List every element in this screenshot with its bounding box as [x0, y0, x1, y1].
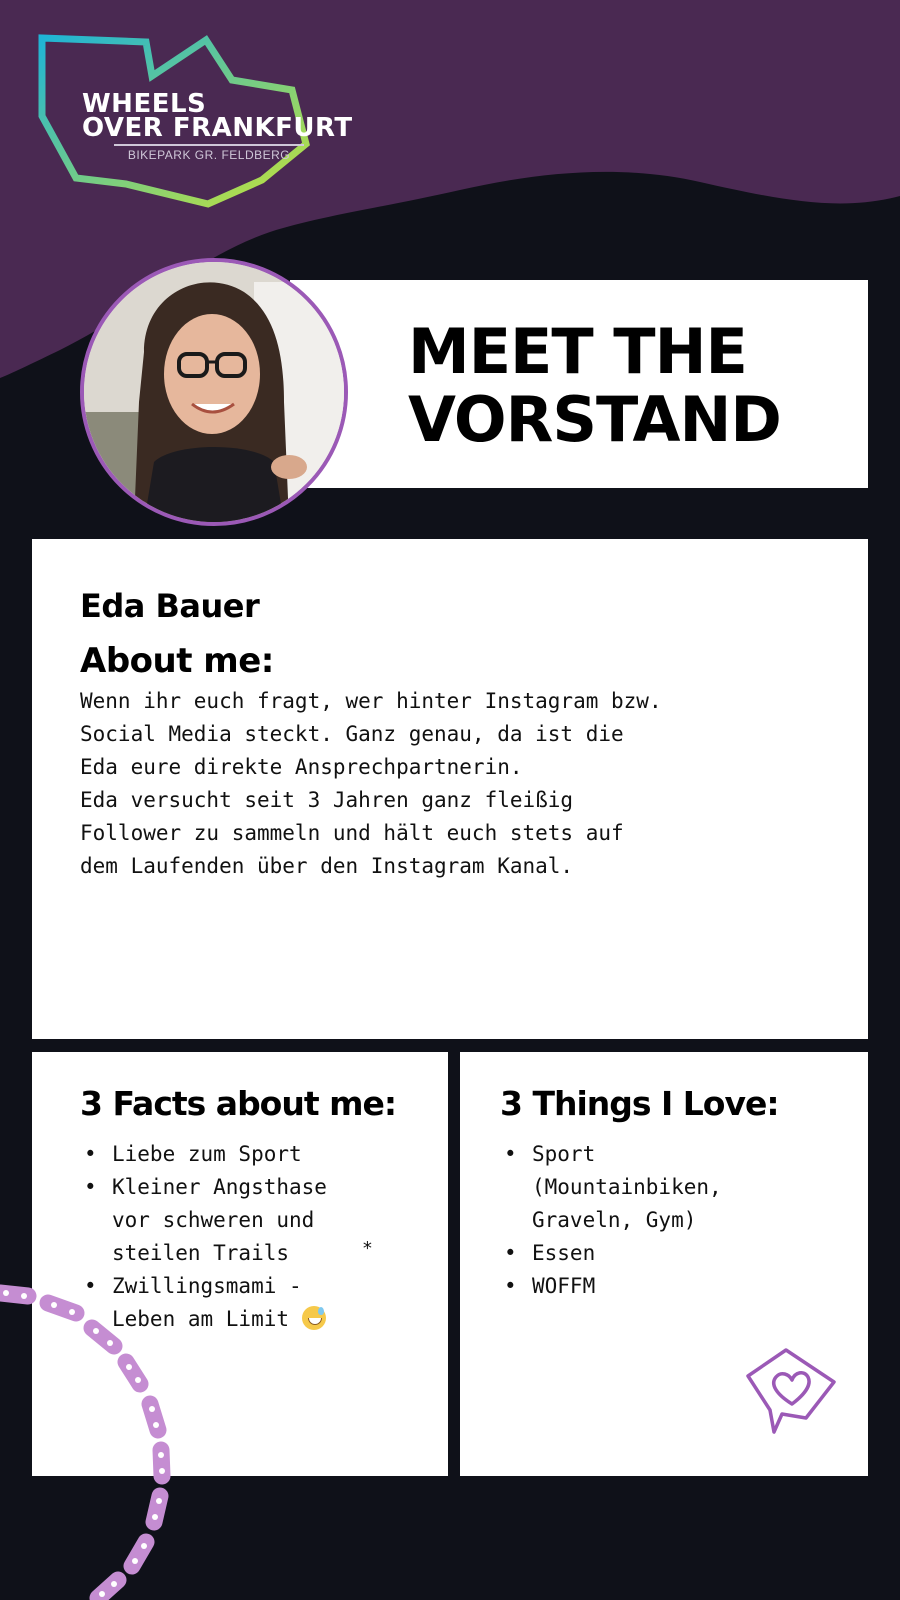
about-card — [32, 539, 868, 1039]
list-item-text: vor schweren und — [112, 1208, 315, 1232]
list-item-text: Graveln, Gym) — [532, 1208, 697, 1232]
love-list — [500, 1138, 830, 1303]
about-heading: About me: — [80, 641, 274, 681]
list-item-text: • Kleiner Angsthase — [112, 1175, 327, 1199]
logo-title-line1: WHEELS — [82, 89, 207, 119]
wheels-over-frankfurt-logo[interactable] — [36, 32, 366, 212]
list-item-text: • Zwillingsmami - — [112, 1274, 302, 1298]
logo-divider — [114, 144, 304, 146]
about-line: dem Laufenden über den Instagram Kanal. — [80, 854, 574, 878]
headline-line1: MEET THE — [408, 315, 747, 388]
list-item-text: • Sport — [532, 1142, 596, 1166]
logo-title-line2: OVER FRANKFURT — [82, 113, 353, 143]
list-item-text: • WOFFM — [532, 1274, 596, 1298]
facts-list — [80, 1138, 410, 1336]
about-line: Eda eure direkte Ansprechpartnerin. — [80, 755, 523, 779]
profile-photo — [80, 258, 348, 526]
sweat-smile-emoji-icon — [302, 1306, 326, 1330]
list-item — [80, 1270, 410, 1336]
list-item-text: • Essen — [532, 1241, 596, 1265]
list-item-text: Leben am Limit — [112, 1307, 290, 1331]
about-line: Follower zu sammeln und hält euch stets auf — [80, 821, 624, 845]
headline-box — [290, 280, 868, 488]
about-line: Social Media steckt. Ganz genau, da ist die — [80, 722, 624, 746]
list-item — [500, 1138, 830, 1237]
list-item — [80, 1138, 410, 1171]
love-card — [460, 1052, 868, 1476]
logo-subtitle: BIKEPARK GR. FELDBERG — [127, 148, 291, 162]
list-item-text: • Liebe zum Sport — [112, 1142, 302, 1166]
list-item-text: steilen Trails — [112, 1241, 290, 1265]
facts-heading: 3 Facts about me: — [80, 1084, 397, 1123]
list-item — [500, 1237, 830, 1270]
portrait-illustration — [84, 262, 344, 522]
list-item — [80, 1171, 410, 1270]
member-name: Eda Bauer — [80, 587, 260, 625]
love-heading: 3 Things I Love: — [500, 1084, 779, 1123]
headline-line2: VORSTAND — [408, 383, 781, 456]
about-line: Eda versucht seit 3 Jahren ganz fleißig — [80, 788, 574, 812]
facts-card — [32, 1052, 448, 1476]
about-line: Wenn ihr euch fragt, wer hinter Instagram bzw. — [80, 689, 662, 713]
about-text — [80, 685, 840, 883]
list-item — [500, 1270, 830, 1303]
heart-chat-icon — [740, 1344, 840, 1434]
asterisk-mark: * — [362, 1238, 373, 1259]
list-item-text: (Mountainbiken, — [532, 1175, 722, 1199]
